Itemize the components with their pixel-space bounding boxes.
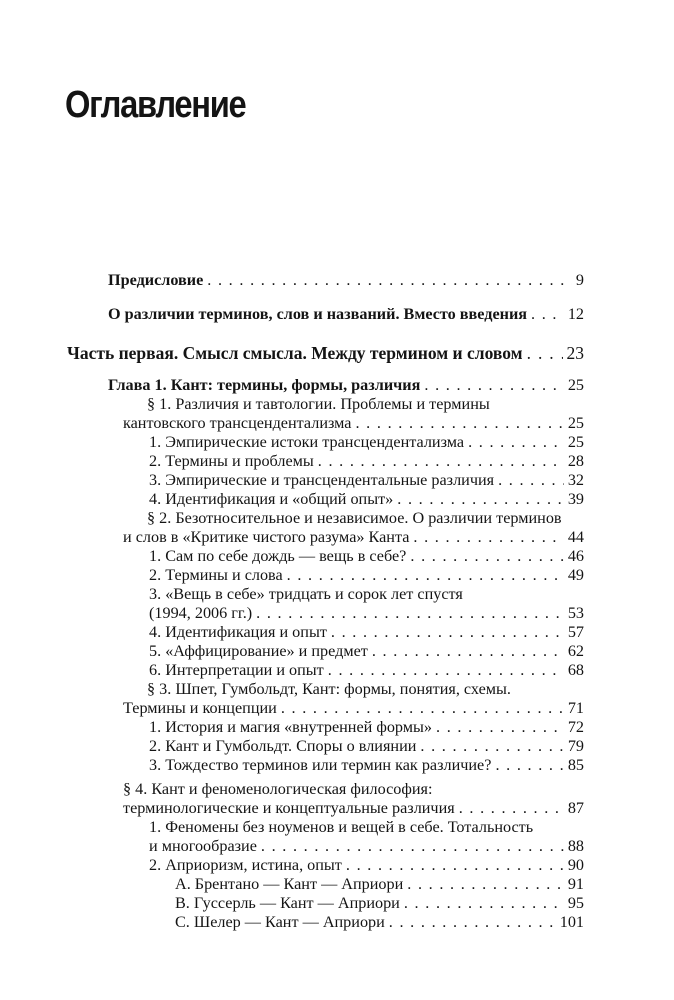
toc-leader <box>404 893 564 913</box>
toc-entry-title: 4. Идентификация и опыт <box>149 623 327 641</box>
toc-entry[interactable] <box>175 874 584 894</box>
toc-leader <box>459 798 564 818</box>
toc-entry-chapter[interactable] <box>108 375 584 395</box>
toc-entry[interactable] <box>175 893 584 913</box>
toc-page-number: 68 <box>567 661 584 679</box>
toc-entry-title: 5. «Аффицирование» и предмет <box>149 642 368 660</box>
toc-page-number: 85 <box>567 756 584 774</box>
toc-entry-title: 2. Термины и слова <box>149 566 283 584</box>
toc-entry-section[interactable] <box>123 413 584 433</box>
toc-leader <box>410 546 563 566</box>
toc-leader <box>331 622 564 642</box>
toc-entry[interactable] <box>149 855 584 875</box>
toc-entry-section[interactable] <box>123 798 584 818</box>
toc-entry[interactable] <box>149 432 584 452</box>
toc-entry-title: 1. История и магия «внутренней формы» <box>149 718 432 736</box>
toc-entry-title: 2. Априоризм, истина, опыт <box>149 856 342 874</box>
toc-leader <box>389 912 556 932</box>
toc-leader <box>207 270 572 290</box>
toc-entry[interactable] <box>149 717 584 737</box>
toc-page-number: 23 <box>566 343 584 363</box>
toc-entry[interactable] <box>108 304 584 324</box>
toc-entry[interactable] <box>149 489 584 509</box>
toc-entry-title-line: § 3. Шпет, Гумбольдт, Кант: формы, понятия, схемы. <box>147 680 511 698</box>
toc-entry[interactable] <box>149 603 584 623</box>
toc-page-number: 9 <box>575 271 584 289</box>
toc-entry-title: (1994, 2006 гг.) <box>149 604 253 622</box>
toc-entry-title: 3. Эмпирические и трансцендентальные различия <box>149 471 495 489</box>
toc-page-number: 62 <box>567 642 584 660</box>
toc-page-number: 71 <box>567 699 584 717</box>
toc-entry-title: и многообразие <box>149 837 257 855</box>
toc-page-number: 39 <box>567 490 584 508</box>
toc-leader <box>261 836 564 856</box>
toc-entry-title: О различии терминов, слов и названий. Вместо введения <box>108 305 528 323</box>
toc-entry-title: 2. Термины и проблемы <box>149 452 314 470</box>
toc-entry-title: 4. Идентификация и «общий опыт» <box>149 490 394 508</box>
toc-entry-title: Часть первая. Смысл смысла. Между термином и словом <box>67 343 523 363</box>
toc-entry[interactable] <box>149 755 584 775</box>
toc-leader <box>413 527 563 547</box>
toc-entry-title: B. Гуссерль — Кант — Априори <box>175 894 400 912</box>
toc-entry-title: 6. Интерпретации и опыт <box>149 661 324 679</box>
toc-leader <box>328 660 564 680</box>
toc-page-number: 72 <box>567 718 584 736</box>
toc-entry-title: Глава 1. Кант: термины, формы, различия <box>108 376 421 394</box>
toc-leader <box>498 470 564 490</box>
toc-page-number: 49 <box>567 566 584 584</box>
toc-entry[interactable] <box>149 565 584 585</box>
toc-entry[interactable] <box>149 451 584 471</box>
toc-leader <box>531 304 564 324</box>
toc-entry[interactable] <box>108 270 584 290</box>
toc-page-number: 12 <box>567 305 584 323</box>
toc-page-number: 90 <box>567 856 584 874</box>
toc-leader <box>527 343 563 363</box>
toc-leader <box>495 755 563 775</box>
page-title: Оглавление <box>65 84 246 126</box>
toc-page-number: 53 <box>567 604 584 622</box>
toc-page-number: 25 <box>567 414 584 432</box>
toc-entry-title-line: § 2. Безотносительное и независимое. О различии терминов <box>147 509 562 527</box>
toc-entry[interactable] <box>149 546 584 566</box>
toc-entry-title: A. Брентано — Кант — Априори <box>175 875 404 893</box>
toc-leader <box>407 874 564 894</box>
toc-entry-title: C. Шелер — Кант — Априори <box>175 913 385 931</box>
toc-page-number: 44 <box>567 528 584 546</box>
toc-entry-section[interactable] <box>123 527 584 547</box>
toc-leader <box>424 375 563 395</box>
toc-entry[interactable] <box>149 660 584 680</box>
toc-page-number: 25 <box>567 433 584 451</box>
toc-entry-title-line: 1. Феномены без ноуменов и вещей в себе. Тотальность <box>149 818 534 836</box>
toc-entry-title: Предисловие <box>108 271 204 289</box>
toc-leader <box>397 489 564 509</box>
toc-entry-section[interactable] <box>123 698 584 718</box>
toc-page-number: 79 <box>567 737 584 755</box>
toc-page-number: 46 <box>567 547 584 565</box>
toc-leader <box>372 641 564 661</box>
toc-entry-title: 1. Эмпирические истоки трансцендентализма <box>149 433 465 451</box>
toc-leader <box>318 451 564 471</box>
toc-entry-title: и слов в «Критике чистого разума» Канта <box>123 528 410 546</box>
toc-page-number: 88 <box>567 837 584 855</box>
toc-entry[interactable] <box>149 736 584 756</box>
toc-entry-title: 3. Тождество терминов или термин как различие? <box>149 756 492 774</box>
toc-leader <box>420 736 563 756</box>
toc-page-number: 32 <box>567 471 584 489</box>
toc-leader <box>346 855 564 875</box>
toc-entry-part[interactable] <box>67 343 584 363</box>
toc-entry[interactable] <box>149 641 584 661</box>
toc-page-number: 57 <box>567 623 584 641</box>
toc-entry[interactable] <box>149 470 584 490</box>
toc-page-number: 25 <box>567 376 584 394</box>
toc-leader <box>287 565 564 585</box>
toc-entry-title: 2. Кант и Гумбольдт. Споры о влиянии <box>149 737 417 755</box>
toc-page-number: 95 <box>567 894 584 912</box>
toc-entry-title: кантовского трансцендентализма <box>123 414 352 432</box>
toc-entry-title: 1. Сам по себе дождь — вещь в себе? <box>149 547 407 565</box>
toc-leader <box>281 698 564 718</box>
toc-page-number: 91 <box>567 875 584 893</box>
toc-page-number: 28 <box>567 452 584 470</box>
toc-leader <box>355 413 563 433</box>
toc-entry-title: терминологические и концептуальные различия <box>123 799 455 817</box>
toc-entry-title-line: § 1. Различия и тавтологии. Проблемы и термины <box>147 395 490 413</box>
toc-entry-title-line: 3. «Вещь в себе» тридцать и сорок лет спустя <box>149 585 463 603</box>
toc-entry[interactable] <box>175 912 584 932</box>
toc-page-number: 87 <box>567 799 584 817</box>
toc-entry[interactable] <box>149 622 584 642</box>
toc-leader <box>436 717 564 737</box>
toc-leader <box>468 432 564 452</box>
toc-leader <box>256 603 564 623</box>
toc-entry-title: Термины и концепции <box>123 699 277 717</box>
toc-entry[interactable] <box>149 836 584 856</box>
toc-entry-title-line: § 4. Кант и феноменологическая философия: <box>123 780 433 798</box>
toc-page-number: 101 <box>559 913 584 931</box>
